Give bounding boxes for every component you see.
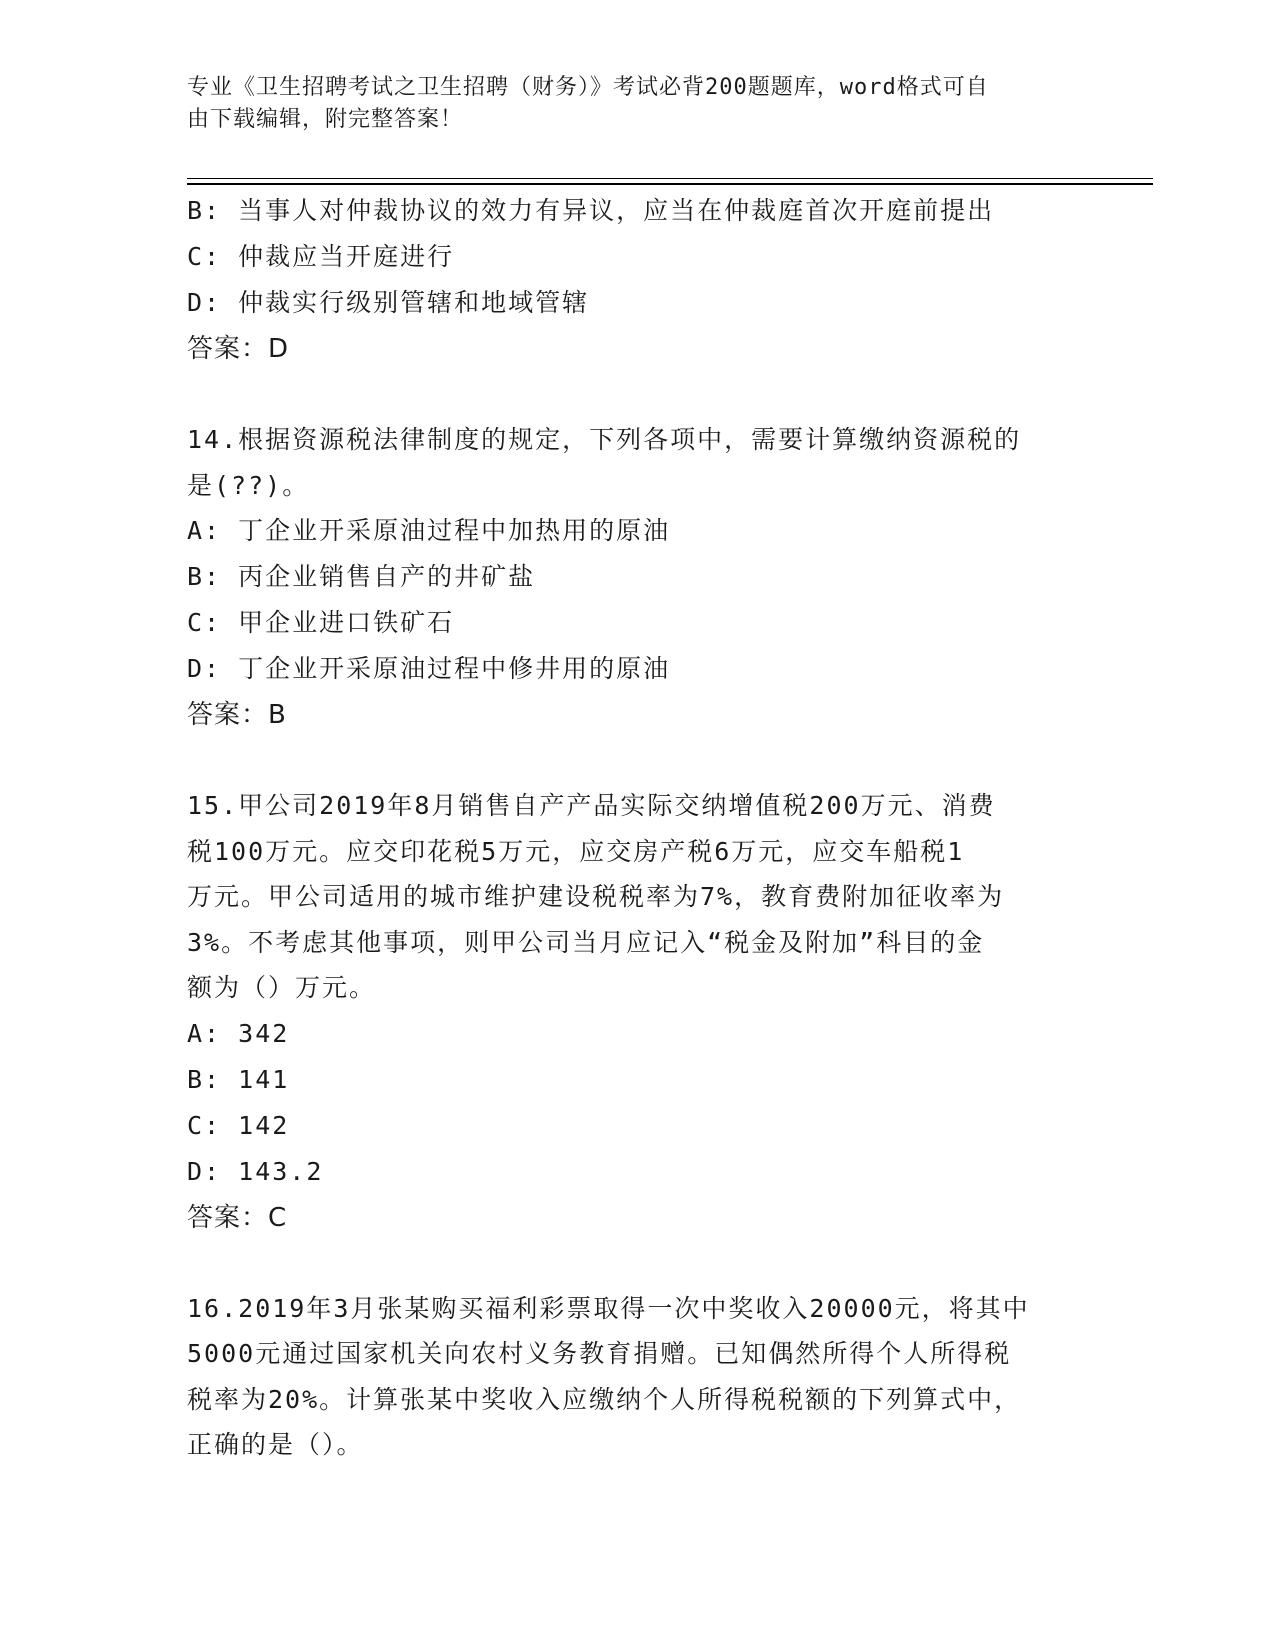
- option-c: C: 142: [187, 1110, 290, 1140]
- document-header: [187, 72, 1067, 136]
- option-c: C: 仲裁应当开庭进行: [187, 242, 455, 271]
- option-b: B: 141: [187, 1064, 290, 1094]
- stem-line: 税100万元。应交印花税5万元，应交房产税6万元，应交车船税1: [187, 836, 965, 866]
- answer-line: 答案：C: [187, 1202, 288, 1233]
- stem-line: 万元。甲公司适用的城市维护建设税税率为7%，教育费附加征收率为: [187, 882, 1005, 911]
- option-a: A: 丁企业开采原油过程中加热用的原油: [187, 516, 671, 545]
- stem-line: 正确的是（）。: [187, 1430, 364, 1459]
- header-rule-thin: [187, 178, 1153, 179]
- stem-line: 额为（）万元。: [187, 973, 377, 1002]
- answer-line: 答案：D: [187, 334, 290, 364]
- header-rule-thick: [187, 183, 1153, 185]
- document-body: [187, 188, 1087, 1468]
- question-16: [187, 1286, 1087, 1468]
- question-stem: [187, 783, 1087, 1011]
- option-d: D: 仲裁实行级别管辖和地域管辖: [187, 288, 590, 317]
- option-c: C: 甲企业进口铁矿石: [187, 608, 455, 637]
- stem-line: 3%。不考虑其他事项，则甲公司当月应记入“税金及附加”科目的金: [187, 927, 985, 957]
- stem-line: 16.2019年3月张某购买福利彩票取得一次中奖收入20000元，将其中: [187, 1293, 1030, 1323]
- question-stem: [187, 1286, 1087, 1468]
- question-gap: [187, 738, 1087, 783]
- question-stem: [187, 417, 1087, 508]
- option-a: A: 342: [187, 1018, 290, 1048]
- question-gap: [187, 372, 1087, 417]
- header-line-2: 由下载编辑，附完整答案！: [187, 107, 464, 132]
- stem-line: 是(??)。: [187, 470, 310, 500]
- stem-line: 5000元通过国家机关向农村义务教育捐赠。已知偶然所得个人所得税: [187, 1339, 1012, 1368]
- option-d: D: 143.2: [187, 1156, 324, 1186]
- header-line-1: 专业《卫生招聘考试之卫生招聘（财务）》考试必背200题题库，word格式可自: [187, 75, 989, 100]
- question-14: [187, 417, 1087, 738]
- question-13-tail: [187, 188, 1087, 372]
- question-gap: [187, 1241, 1087, 1286]
- option-d: D: 丁企业开采原油过程中修井用的原油: [187, 654, 671, 683]
- answer-line: 答案：B: [187, 700, 287, 730]
- stem-line: 税率为20%。计算张某中奖收入应缴纳个人所得税税额的下列算式中，: [187, 1384, 1022, 1414]
- stem-line: 14.根据资源税法律制度的规定，下列各项中，需要计算缴纳资源税的: [187, 425, 1022, 454]
- stem-line: 15.甲公司2019年8月销售自产产品实际交纳增值税200万元、消费: [187, 791, 996, 820]
- question-15: [187, 783, 1087, 1241]
- option-b: B: 丙企业销售自产的井矿盐: [187, 562, 536, 591]
- option-b: B: 当事人对仲裁协议的效力有异议，应当在仲裁庭首次开庭前提出: [187, 196, 995, 225]
